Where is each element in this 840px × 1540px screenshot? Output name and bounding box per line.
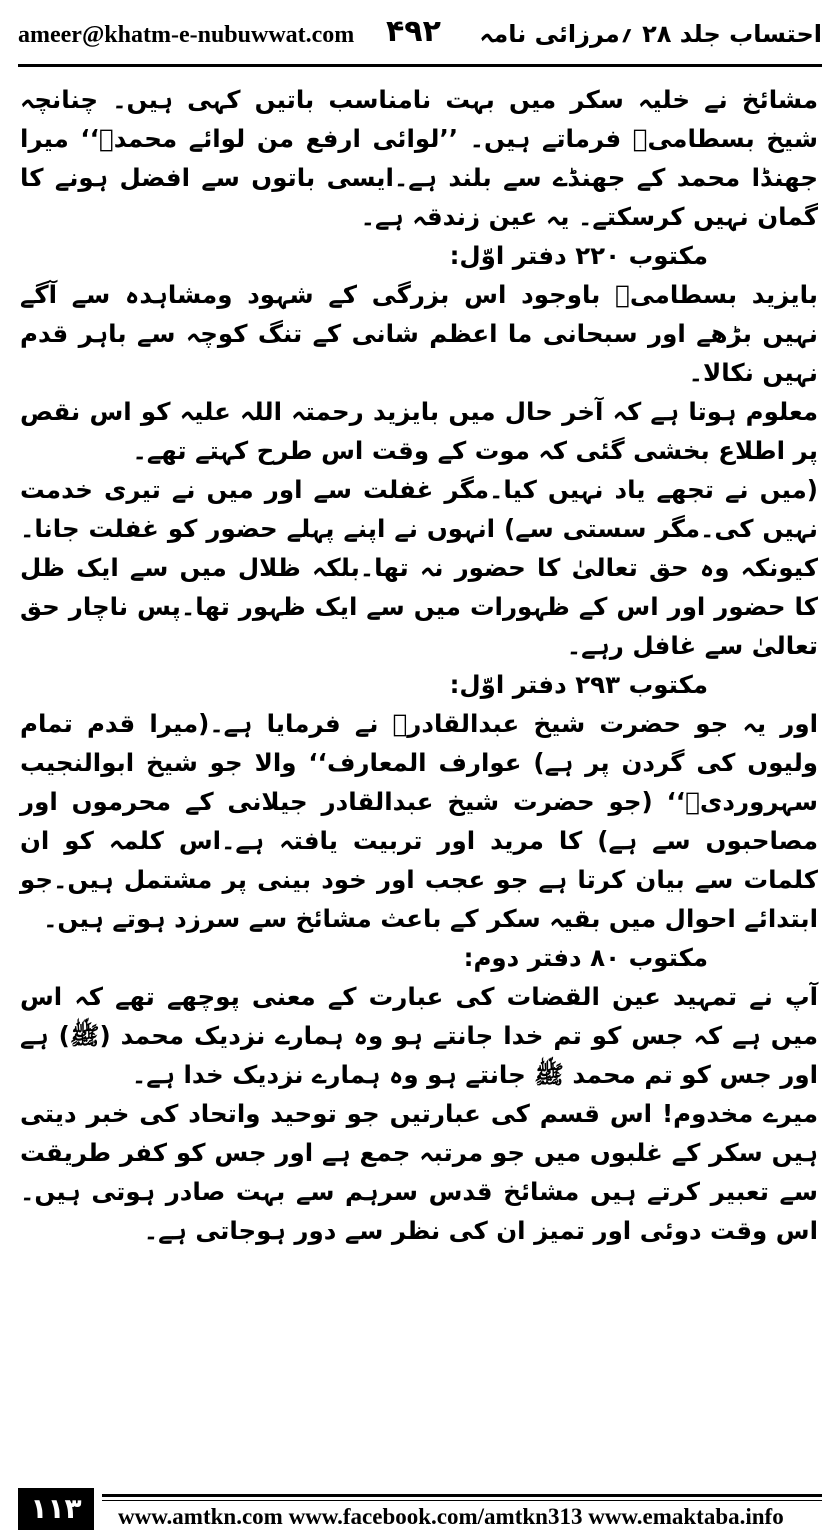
header-email: ameer@khatm-e-nubuwwat.com: [18, 22, 355, 48]
page-header: [18, 14, 822, 64]
section-heading: مکتوب ۲۲۰ دفتر اوّل:: [449, 241, 708, 270]
header-book-title: احتساب جلد ۲۸ ؍مرزائی نامہ: [479, 20, 822, 48]
footer-rule: [102, 1494, 822, 1497]
page-footer: [18, 1488, 822, 1534]
header-page-number: ۴۹۲: [386, 14, 441, 49]
footer-page-number: ۱۱۳: [18, 1488, 94, 1530]
paragraph: بایزید بسطامیؒ باوجود اس بزرگی کے شہود ومشاہدہ سے آگے نہیں بڑھے اور سبحانی ما اعظم شانی کے تنگ کوچہ سے باہر قدم نہیں نکالا۔: [20, 280, 818, 387]
paragraph: آپ نے تمہید عین القضات کی عبارت کے معنی پوچھے تھے کہ اس میں ہے کہ جس کو تم خدا جانتے ہو وہ ہمارے نزدیک محمد (ﷺ) ہے اور جس کو تم محمد ﷺ جانتے ہو وہ ہمارے نزدیک خدا ہے۔: [20, 982, 818, 1089]
paragraph: معلوم ہوتا ہے کہ آخر حال میں بایزید رحمتہ اللہ علیہ کو اس نقص پر اطلاع بخشی گئی کہ موت کے وقت اس طرح کہتے تھے۔: [20, 397, 818, 465]
header-rule: [18, 64, 822, 67]
paragraph: (میں نے تجھے یاد نہیں کیا۔مگر غفلت سے اور میں نے تیری خدمت نہیں کی۔مگر سستی سے) انہوں نے اپنے پہلے حضور کو غفلت جانا۔کیونکہ وہ حق تعالیٰ کا حضور نہ تھا۔بلکہ ظلال میں سے ایک ظل کا حضور اور اس کے ظہورات میں سے ایک ظہور تھا۔پس ناچار حق تعالیٰ سے غافل رہے۔: [20, 475, 818, 660]
paragraph: مشائخ نے خلیہ سکر میں بہت نامناسب باتیں کہی ہیں۔ چنانچہ شیخ بسطامیؒ فرماتے ہیں۔ ’’لوائی ارفع من لوائے محمدؐ‘‘ میرا جھنڈا محمد کے جھنڈے سے بلند ہے۔ایسی باتوں سے افضل ہونے کا گمان نہیں کرسکتے۔ یہ عین زندقہ ہے۔: [20, 85, 818, 231]
paragraph: اور یہ جو حضرت شیخ عبدالقادرؒ نے فرمایا ہے۔(میرا قدم تمام ولیوں کی گردن پر ہے) عوارف المعارف‘‘ والا جو شیخ ابوالنجیب سہروردیؒ‘‘ (جو حضرت شیخ عبدالقادر جیلانی کے محرموں اور مصاحبوں سے ہے) کا مرید اور تربیت یافتہ ہے۔اس کلمہ کو ان کلمات سے بیان کرتا ہے جو عجب اور خود بینی پر مشتمل ہیں۔جو ابتدائے احوال میں بقیہ سکر کے باعث مشائخ سے سرزد ہوتے ہیں۔: [20, 709, 818, 933]
footer-links: www.amtkn.com www.facebook.com/amtkn313 www.emaktaba.info: [118, 1504, 784, 1529]
section-heading: مکتوب ۲۹۳ دفتر اوّل:: [449, 670, 708, 699]
section-heading: مکتوب ۸۰ دفتر دوم:: [463, 943, 708, 972]
footer-rule-thin: [102, 1500, 822, 1501]
paragraph: میرے مخدوم! اس قسم کی عبارتیں جو توحید واتحاد کی خبر دیتی ہیں سکر کے غلبوں میں جو مرتبہ جمع ہے اور جس کو کفر طریقت سے تعبیر کرتے ہیں مشائخ قدس سرہم سے بہت صادر ہوتی ہیں۔اس وقت دوئی اور تمیز ان کی نظر سے دور ہوجاتی ہے۔: [20, 1099, 818, 1245]
page-body: [20, 80, 818, 1460]
